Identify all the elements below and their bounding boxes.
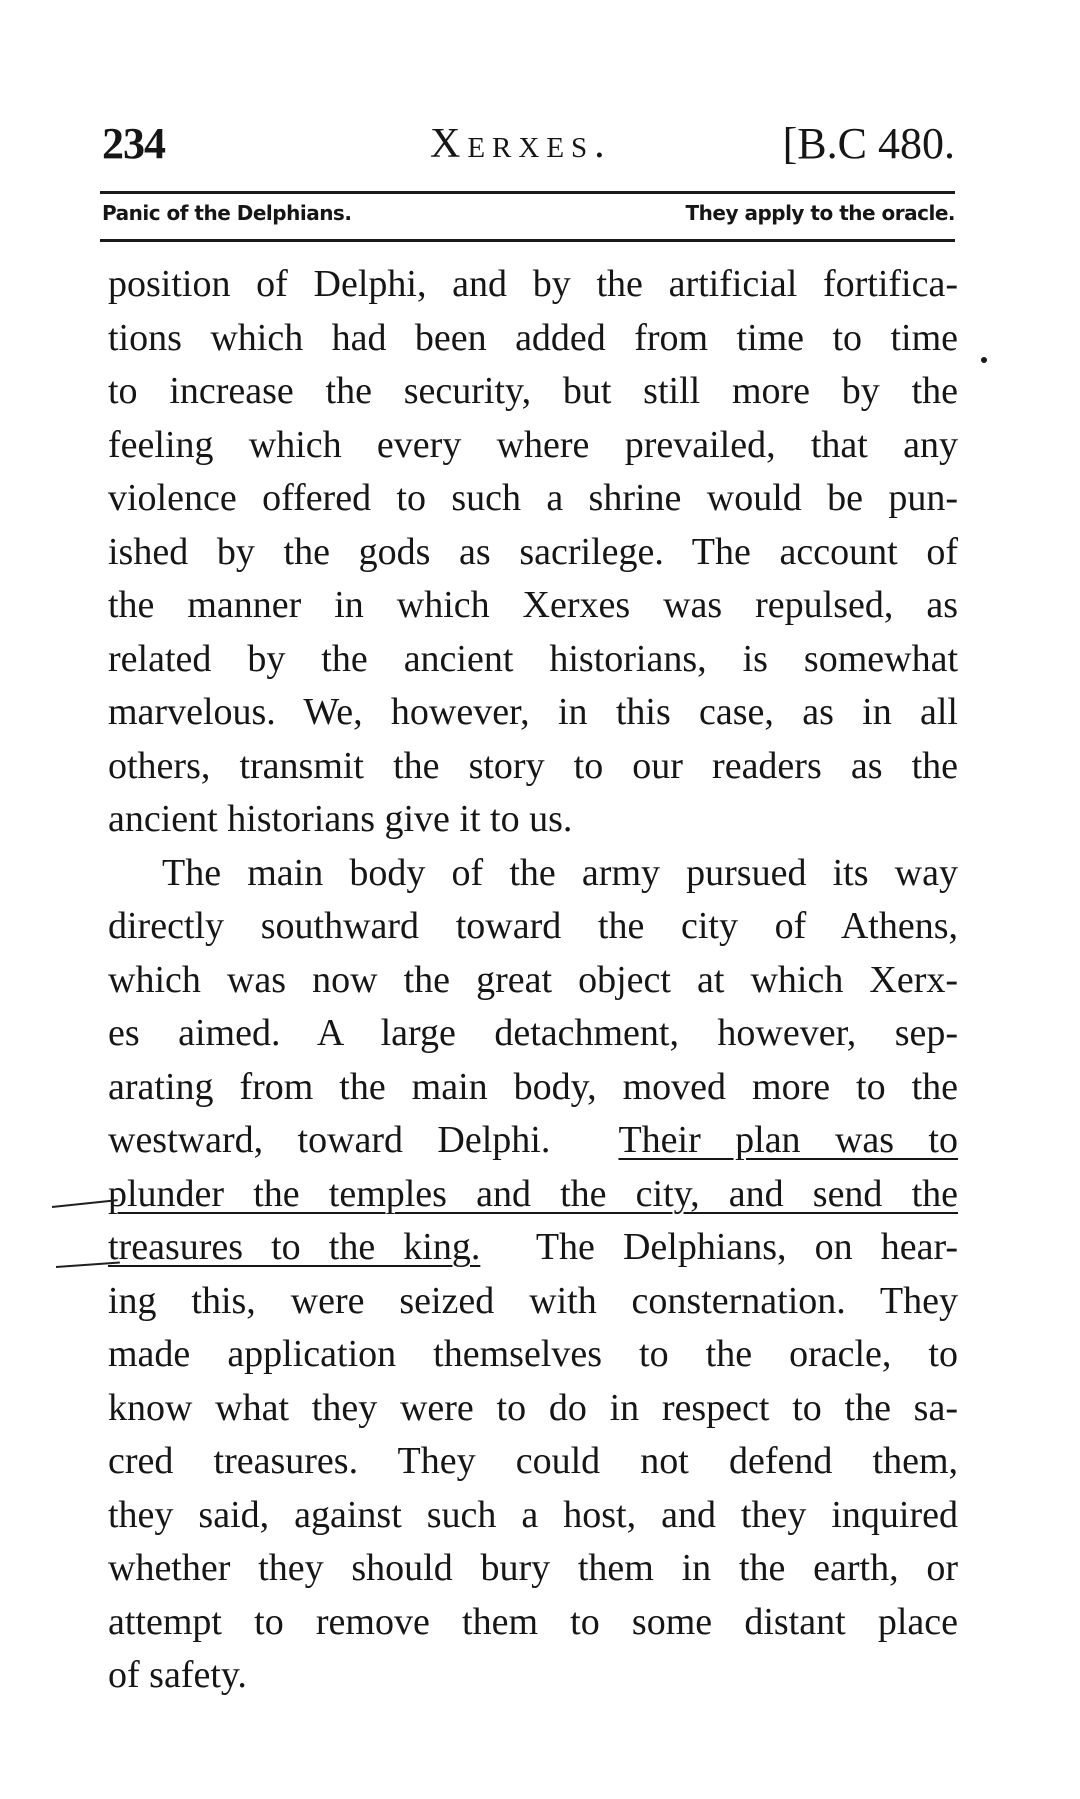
text-line: tions which had been added from time to time [108, 316, 958, 359]
text-line: feeling which every where prevailed, that any [108, 423, 958, 466]
text-line: attempt to remove them to some distant place [108, 1600, 958, 1643]
text-line: cred treasures. They could not defend them, [108, 1440, 958, 1482]
page-number: 234 [102, 119, 165, 168]
text-line: ing this, were seized with consternation. They [108, 1279, 958, 1322]
book-title: Xerxes. [430, 121, 612, 167]
header-rule-bottom [100, 239, 955, 242]
text-line: arating from the main body, moved more to the [108, 1065, 958, 1108]
text-line: ished by the gods as sacrilege. The account of [108, 530, 958, 573]
text-line: which was now the great object at which Xerx- [108, 958, 958, 1001]
date-reference: [B.C 480. [782, 119, 955, 168]
marginal-headings [100, 201, 955, 237]
paragraph-end-line: of safety. [108, 1654, 247, 1696]
text-line: marvelous. We, however, in this case, as in all [108, 691, 958, 733]
text-line: they said, against such a host, and they inquired [108, 1493, 958, 1536]
running-head [100, 118, 955, 178]
text-line: position of Delphi, and by the artificial fortifica- [108, 263, 958, 305]
text-line: violence offered to such a shrine would be pun- [108, 477, 958, 519]
text-line: to increase the security, but still more by the [108, 370, 958, 412]
text-line: made application themselves to the oracle, to [108, 1333, 958, 1375]
text-line: directly southward toward the city of Athens, [108, 905, 958, 947]
text-segment: The Delphians, on hear- [535, 1226, 958, 1268]
text-segment: westward, toward Delphi. [108, 1119, 551, 1161]
body-text [108, 258, 958, 1703]
text-line: know what they were to do in respect to the sa- [108, 1386, 958, 1429]
paragraph-start-line: The main body of the army pursued its way [162, 851, 958, 894]
text-line: whether they should bury them in the earth, or [108, 1547, 958, 1589]
text-line-with-underline [108, 1221, 958, 1275]
text-line: related by the ancient historians, is somewhat [108, 637, 958, 680]
paragraph-end-line: ancient historians give it to us. [108, 798, 573, 840]
marginal-heading-left: Panic of the Delphians. [102, 201, 352, 225]
underlined-passage: Their plan was to [618, 1119, 958, 1161]
ink-speck [981, 357, 987, 363]
text-line: the manner in which Xerxes was repulsed, as [108, 584, 958, 626]
marginal-heading-right: They apply to the oracle. [685, 201, 955, 225]
header-rule-top [100, 191, 955, 194]
text-line: es aimed. A large detachment, however, sep- [108, 1012, 958, 1054]
text-line-with-underline [108, 1114, 958, 1168]
underlined-passage: treasures to the king. [108, 1226, 481, 1268]
text-line: others, transmit the story to our readers as the [108, 744, 958, 787]
underlined-line: plunder the temples and the city, and send the [108, 1172, 958, 1215]
